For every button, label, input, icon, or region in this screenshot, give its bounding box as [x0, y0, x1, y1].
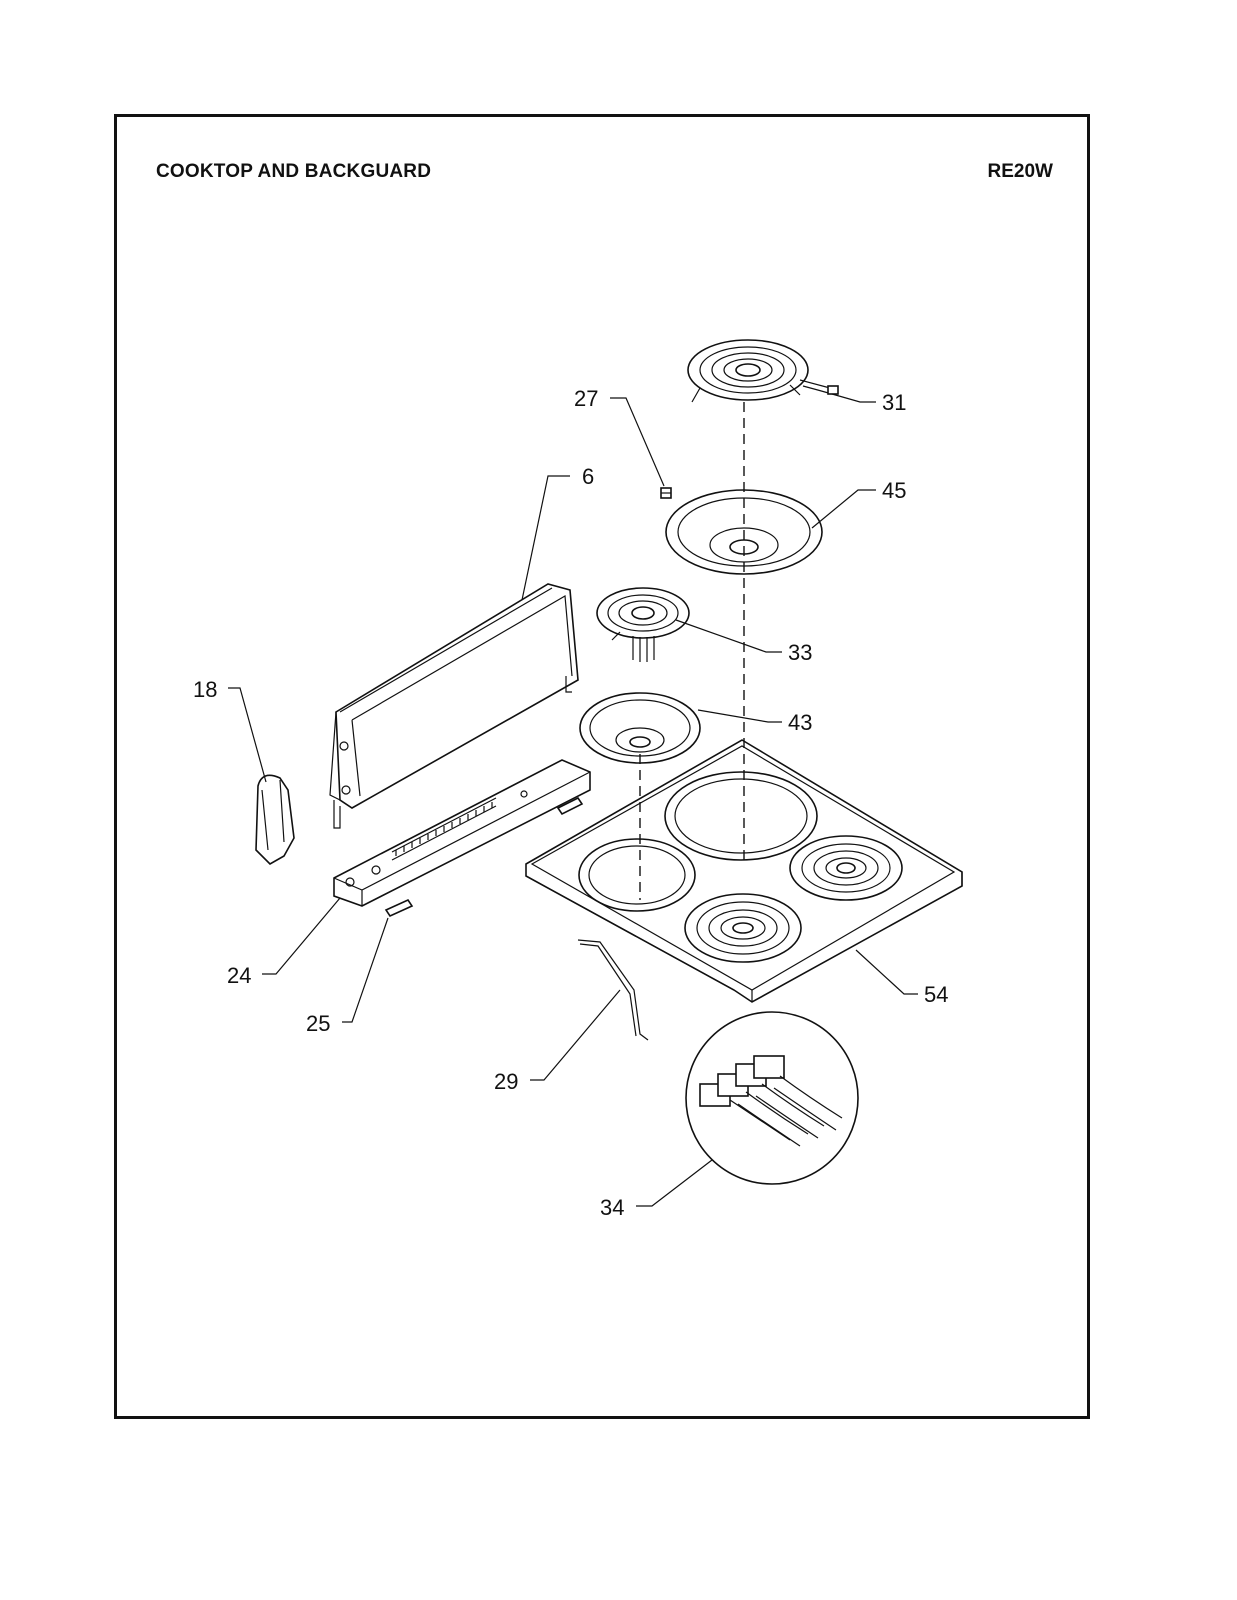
leader-34 — [636, 1160, 712, 1206]
callout-33: 33 — [788, 640, 813, 665]
part-29-rod — [578, 940, 648, 1040]
callout-43: 43 — [788, 710, 813, 735]
callout-18: 18 — [193, 677, 218, 702]
leader-54 — [856, 950, 918, 994]
callout-54: 54 — [924, 982, 949, 1007]
callout-25: 25 — [306, 1011, 331, 1036]
model-number: RE20W — [987, 161, 1053, 182]
callout-27: 27 — [574, 386, 599, 411]
diagram-title: COOKTOP AND BACKGUARD — [156, 161, 432, 182]
leader-18 — [228, 688, 266, 782]
callout-45: 45 — [882, 478, 907, 503]
callout-31: 31 — [882, 390, 907, 415]
leader-29 — [530, 990, 620, 1080]
part-27-clip — [661, 488, 671, 498]
part-34-wiring-harness — [686, 1012, 858, 1184]
part-31-large-surface-element — [688, 340, 838, 402]
leader-33 — [676, 620, 782, 652]
callout-24: 24 — [227, 963, 252, 988]
leader-43 — [698, 710, 782, 722]
leader-45 — [812, 490, 876, 528]
callout-6: 6 — [582, 464, 595, 489]
part-18-end-cap — [256, 775, 294, 864]
leader-27 — [610, 398, 664, 486]
callout-34: 34 — [600, 1195, 625, 1220]
part-33-small-surface-element — [597, 588, 689, 662]
leader-24 — [262, 898, 340, 974]
leader-6 — [522, 476, 570, 600]
leader-31 — [832, 394, 876, 402]
callout-29: 29 — [494, 1069, 519, 1094]
part-43-small-drip-bowl — [580, 693, 700, 763]
leader-25 — [342, 918, 388, 1022]
